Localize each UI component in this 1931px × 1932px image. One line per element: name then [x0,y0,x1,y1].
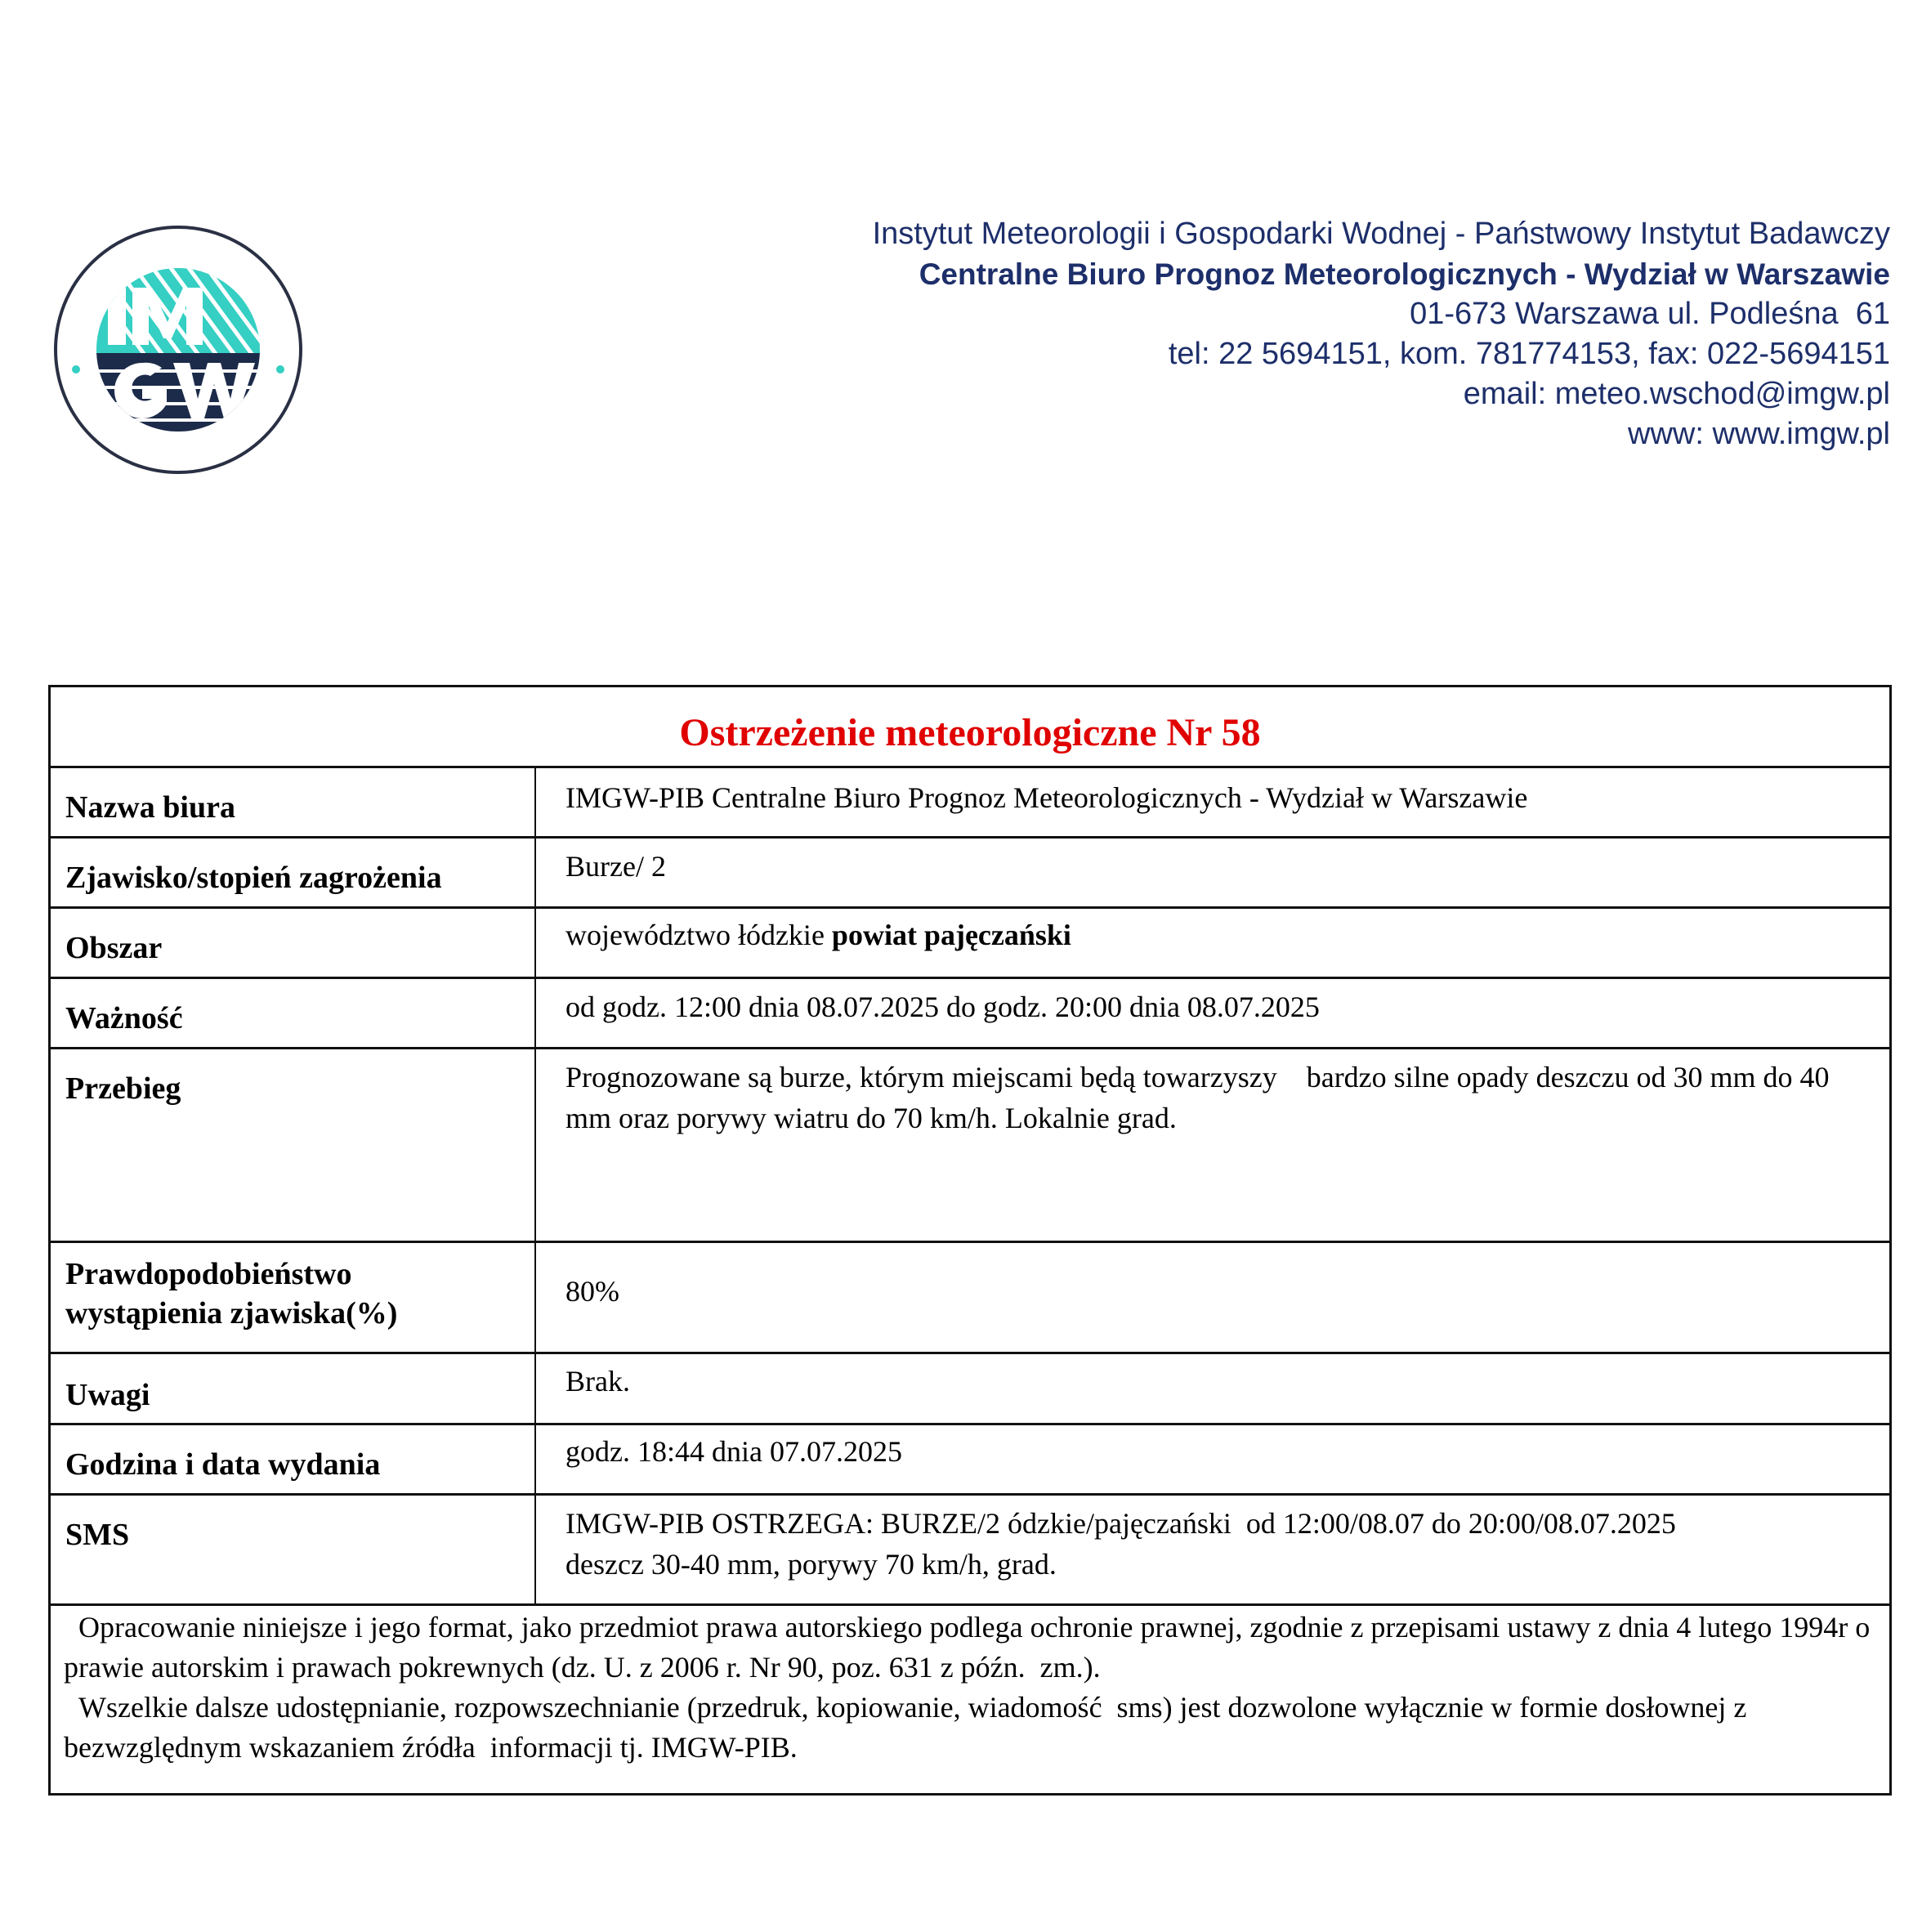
warning-title: Ostrzeżenie meteorologiczne Nr 58 [679,711,1261,754]
institute-name: Instytut Meteorologii i Gospodarki Wodnej - Państwowy Instytut Badawczy [872,217,1890,251]
label-issued: Godzina i data wydania [65,1447,381,1482]
copyright-paragraph-1: Opracowanie niniejsze i jego format, jako przedmiot prawa autorskiego podlega ochronie prawnej, zgodnie z przepisami ustawy z dnia 4 lutego 1994r o prawie autorskim i prawach pokrewnych (dz. U. z 2006 r. Nr 90, poz. 631 z późn. zm.). [64,1611,1878,1684]
cell-probability-label [51,1243,534,1344]
imgw-logo [51,222,306,477]
label-course: Przebieg [65,1071,181,1106]
cell-probability-value [536,1271,1889,1328]
label-office: Nazwa biura [65,790,235,825]
bureau-name: Centralne Biuro Prognoz Meteorologicznych - Wydział w Warszawie [919,257,1890,291]
cell-course-value [536,1057,1889,1237]
row-divider [51,1603,1889,1606]
cell-course-label [51,1049,534,1108]
label-phenomenon: Zjawisko/stopień zagrożenia [65,861,442,895]
copyright-paragraph-2: Wszelkie dalsze udostępnianie, rozpowszechnianie (przedruk, kopiowanie, wiadomość sms) jest dozwolone wyłącznie w formie dosłownej z bezwzględnym wskazaniem źródła informacji tj. IMGW-PIB. [64,1691,1754,1764]
value-remarks: Brak. [565,1365,630,1398]
value-validity: od godz. 12:00 dnia 08.07.2025 do godz. 20:00 dnia 08.07.2025 [565,991,1320,1023]
phone-numbers: tel: 22 5694151, kom. 781774153, fax: 022-5694151 [1168,337,1890,371]
value-sms-line2: deszcz 30-40 mm, porywy 70 km/h, grad. [565,1548,1057,1581]
cell-area-label [51,909,534,968]
label-probability-line2: wystąpienia zjawiska(%) [65,1296,398,1330]
value-sms-line1: IMGW-PIB OSTRZEGA: BURZE/2 ódzkie/pajęczański od 12:00/08.07 do 20:00/08.07.2025 [565,1507,1676,1540]
cell-office-label [51,768,534,827]
cell-remarks-value [536,1361,1889,1418]
website[interactable]: www: www.imgw.pl [1628,417,1890,451]
cell-office-value [536,777,1889,834]
value-issued: godz. 18:44 dnia 07.07.2025 [565,1435,902,1468]
cell-remarks-label [51,1354,534,1415]
imgw-logo-emblem [51,222,306,477]
value-probability: 80% [565,1275,619,1308]
email-address[interactable]: email: meteo.wschod@imgw.pl [1463,377,1890,411]
copyright-notice [51,1608,1889,1768]
value-area [565,915,1876,955]
value-course: Prognozowane są burze, którym miejscami będą towarzyszy bardzo silne opady deszczu od 30 mm do 40 mm oraz porywy wiatru do 70 km/h. Lokalnie grad. [565,1061,1837,1134]
cell-validity-label [51,979,534,1038]
cell-phenomenon-value [536,846,1889,903]
institution-header [458,214,1890,454]
value-sms [565,1503,1876,1585]
value-office: IMGW-PIB Centralne Biuro Prognoz Meteorologicznych - Wydział w Warszawie [565,781,1528,814]
label-probability-line1: Prawdopodobieństwo [65,1257,352,1291]
address: 01-673 Warszawa ul. Podleśna 61 [1410,297,1890,331]
cell-sms-label [51,1496,534,1554]
value-area-county: powiat pajęczański [831,919,1071,951]
label-validity: Ważność [65,1001,183,1035]
cell-phenomenon-label [51,839,534,897]
label-area: Obszar [65,931,163,965]
cell-issued-value [536,1431,1889,1488]
cell-sms-value [536,1503,1889,1599]
label-remarks: Uwagi [65,1378,150,1412]
label-sms: SMS [65,1518,130,1552]
cell-area-value [536,915,1889,972]
cell-issued-label [51,1425,534,1484]
label-probability [65,1254,397,1333]
value-area-voivodeship: województwo łódzkie [565,919,832,951]
cell-validity-value [536,986,1889,1044]
warning-table [48,685,1892,1796]
value-phenomenon: Burze/ 2 [565,850,666,883]
